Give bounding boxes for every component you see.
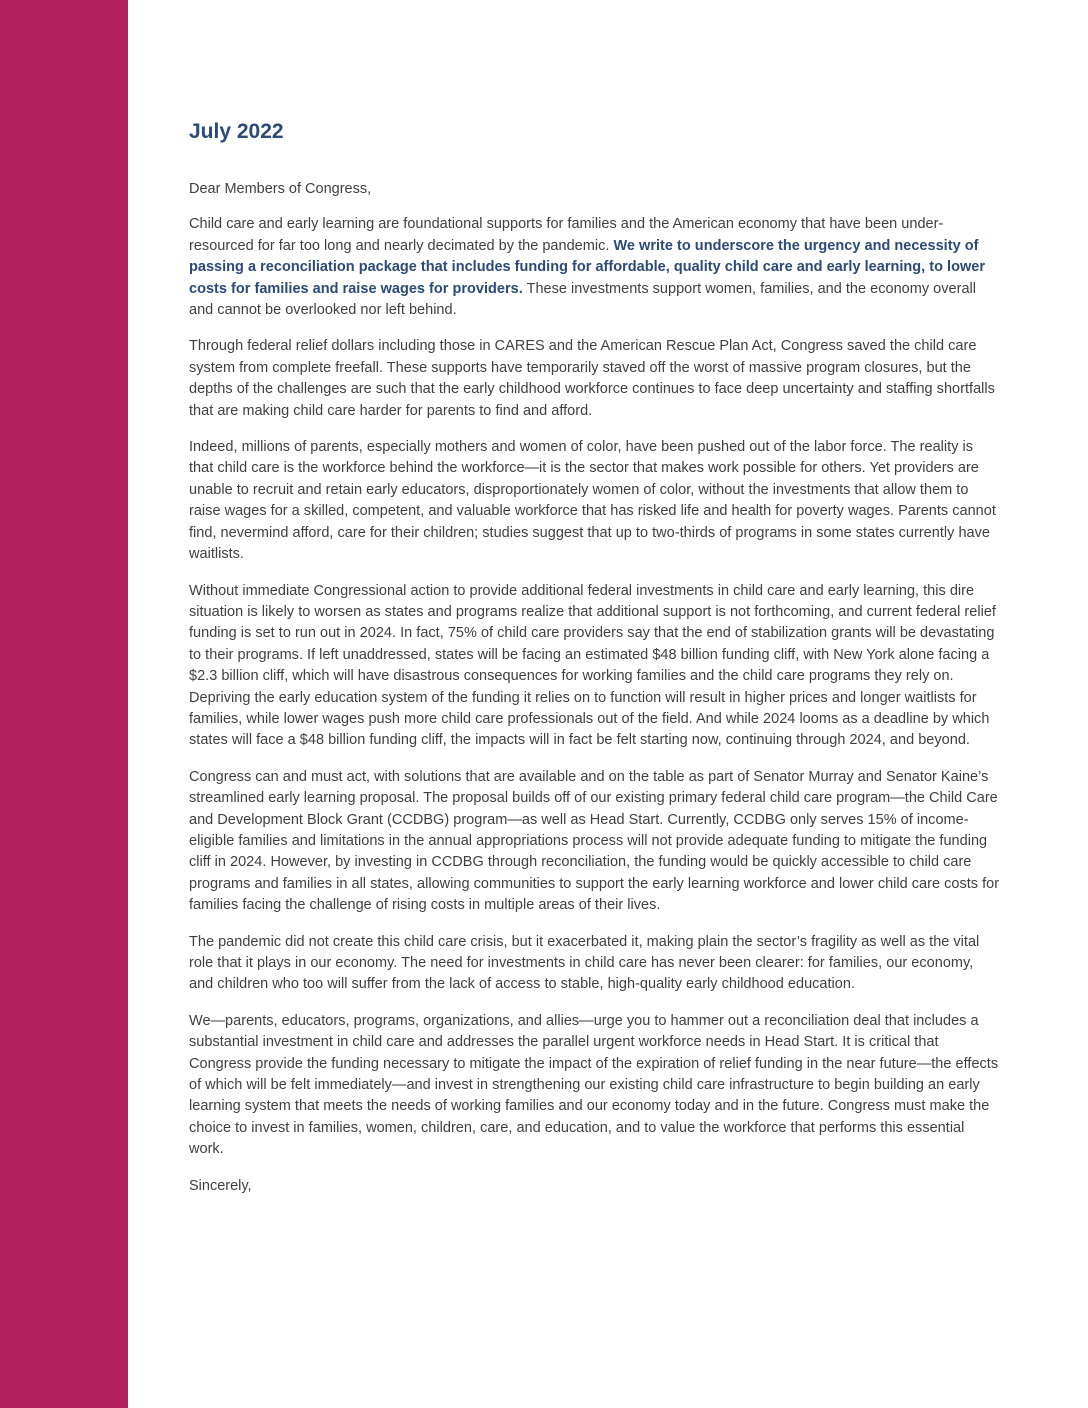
closing: Sincerely,: [189, 1177, 252, 1194]
paragraph-1-intro: Child care and early learning are foundational supports for families and the American economy that have been under-resourced for far too long and nearly decimated by the pandemic.: [189, 216, 944, 254]
paragraph-1-outro: These investments support women, families, and the economy overall and cannot be overlooked nor left behind.: [189, 280, 977, 319]
paragraph-2: Through federal relief dollars including those in CARES and the American Rescue Plan Act, Congress saved the child care system from complete freefall. These supports have temporarily staved off the worst of massive program closures, but the depths of the challenges are such that the early childhood workforce continues to face deep uncertainty and staffing shortfalls that are making child care harder for parents to find and afford.: [189, 338, 995, 419]
paragraph-5: Congress can and must act, with solutions that are available and on the table as part of Senator Murray and Senator Kaine’s streamlined early learning proposal. The proposal builds off of our existing primary federal child care program—the Child Care and Development Block Grant (CCDBG) program—as well as Head Start. Currently, CCDBG only serves 15% of income-eligible families and limitations in the annual appropriations process will not provide adequate funding to mitigate the funding cliff in 2024. However, by investing in CCDBG through reconciliation, the funding would be quickly accessible to child care programs and families in all states, allowing communities to support the early learning workforce and lower child care costs for families facing the challenge of rising costs in multiple areas of their lives.: [189, 768, 1000, 914]
paragraph-1: [189, 214, 1001, 321]
paragraph-3: Indeed, millions of parents, especially mothers and women of color, have been pushed out of the labor force. The reality is that child care is the workforce behind the workforce—it is the sector that makes work possible for others. Yet providers are unable to recruit and retain early educators, disproportionately women of color, without the investments that allow them to raise wages for a skilled, competent, and valuable workforce that has risked life and health for poverty wages. Parents cannot find, nevermind afford, care for their children; studies suggest that up to two-thirds of programs in some states currently have waitlists.: [189, 439, 996, 563]
salutation: Dear Members of Congress,: [189, 181, 372, 197]
paragraph-4: Without immediate Congressional action to provide additional federal investments in child care and early learning, this dire situation is likely to worsen as states and programs realize that additional support is not forthcoming, and current federal relief funding is set to run out in 2024. In fact, 75% of child care providers say that the end of stabilization grants will be devastating to their programs. If left unaddressed, states will be facing an estimated $48 billion funding cliff, with New York alone facing a $2.3 billion cliff, which will have disastrous consequences for working families and the child care programs they rely on. Depriving the early education system of the funding it relies on to function will result in higher prices and longer waitlists for families, while lower wages push more child care professionals out of the field. And while 2024 looms as a deadline by which states will face a $48 billion funding cliff, the impacts will in fact be felt starting now, continuing through 2024, and beyond.: [189, 582, 996, 749]
paragraph-7: We—parents, educators, programs, organizations, and allies—urge you to hammer out a reconciliation deal that includes a substantial investment in child care and addresses the parallel urgent workforce needs in Head Start. It is critical that Congress provide the funding necessary to mitigate the impact of the expiration of relief funding in the near future—the effects of which will be felt immediately—and invest in strengthening our existing child care infrastructure to begin building an early learning system that meets the needs of working families and our economy today and in the future. Congress must make the choice to invest in families, women, children, care, and education, and to value the workforce that performs this essential work.: [189, 1012, 999, 1158]
paragraph-1-emphasis: We write to underscore the urgency and necessity of passing a reconciliation package that includes funding for affordable, quality child care and early learning, to lower costs for families and raise wages for providers.: [189, 237, 986, 297]
paragraph-6: The pandemic did not create this child care crisis, but it exacerbated it, making plain the sector’s fragility as well as the vital role that it plays in our economy. The need for investments in child care has never been clearer: for families, our economy, and children who too will suffer from the lack of access to stable, high-quality early childhood education.: [189, 933, 980, 993]
decorative-sidebar: [0, 0, 128, 1408]
letter-date: July 2022: [189, 120, 284, 143]
letter-body: [189, 118, 1001, 1197]
